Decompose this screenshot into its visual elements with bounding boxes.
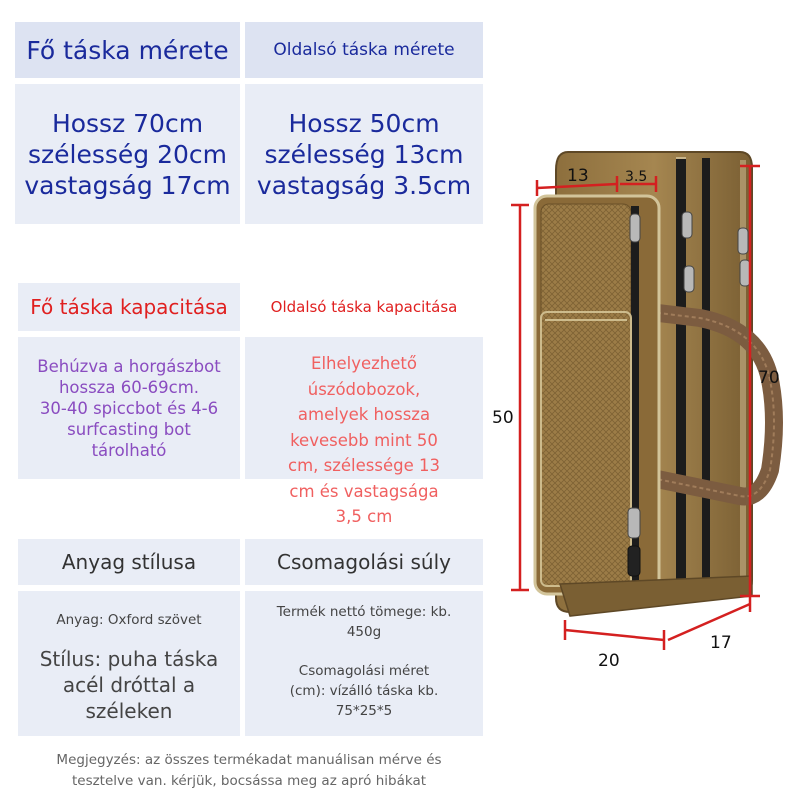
net-weight-line: Termék nettó tömege: kb.: [276, 604, 452, 620]
side-capacity-header: [245, 283, 483, 331]
main-capacity-line: Behúzva a horgászbot: [37, 356, 221, 376]
net-weight-line: 450g: [346, 624, 382, 640]
main-capacity-line: surfcasting bot: [67, 419, 191, 439]
side-bag-dimensions: [245, 84, 483, 224]
net-weight: [259, 602, 470, 642]
label-50: 50: [492, 408, 514, 428]
material-style-title: Anyag stílusa: [61, 550, 197, 574]
note-line: tesztelve van. kérjük, bocsássa meg az apró hibákat: [71, 773, 427, 789]
note-line: Megjegyzés: az összes termékadat manuálisan mérve és: [56, 752, 442, 768]
main-capacity-line: 30-40 spiccbot és 4-6: [39, 398, 219, 418]
rod-bag-product-image: [492, 140, 800, 671]
main-bag-dimensions: [15, 84, 240, 224]
package-size-line: 75*25*5: [335, 703, 393, 719]
material-line: Anyag: Oxford szövet: [56, 612, 202, 628]
label-20: 20: [598, 651, 620, 671]
main-bag-size-header: [15, 22, 240, 78]
side-capacity-description: [245, 337, 483, 526]
packaging-weight-title: Csomagolási súly: [277, 550, 451, 574]
side-capacity-line: cm, szélessége 13: [288, 456, 440, 475]
label-17: 17: [710, 633, 732, 653]
side-capacity-line: cm és vastagsága: [289, 481, 439, 501]
main-capacity-line: hossza 60-69cm.: [58, 377, 200, 397]
label-3-5: 3.5: [625, 169, 648, 185]
side-thickness: vastagság 3.5cm: [256, 170, 472, 200]
main-width: szélesség 20cm: [27, 139, 227, 169]
main-capacity-line: tárolható: [91, 440, 167, 460]
package-size-line: Csomagolási méret: [298, 663, 430, 679]
material-style-details: [18, 591, 240, 736]
material-style-header: [18, 539, 240, 585]
style-description: [40, 646, 219, 724]
side-capacity-title: Oldalsó táska kapacitása: [270, 298, 458, 316]
side-width: szélesség 13cm: [264, 139, 464, 169]
main-length: Hossz 70cm: [51, 108, 204, 138]
side-capacity-line: Elhelyezhető: [311, 354, 417, 373]
disclaimer-note: [18, 750, 480, 792]
label-13: 13: [567, 166, 589, 186]
package-size-line: (cm): vízálló táska kb.: [289, 683, 439, 699]
side-bag-size-header: [245, 22, 483, 78]
side-capacity-line: kevesebb mint 50: [290, 430, 438, 450]
side-capacity-line: úszódobozok,: [307, 379, 421, 399]
packaging-weight-header: [245, 539, 483, 585]
label-70: 70: [758, 368, 780, 388]
style-line: Stílus: puha táska: [39, 647, 219, 671]
side-bag-size-title: Oldalsó táska mérete: [273, 40, 455, 60]
main-capacity-description: [18, 337, 240, 479]
main-capacity-title: Fő táska kapacitása: [30, 295, 228, 319]
main-bag-size-title: Fő táska mérete: [26, 35, 229, 65]
side-length: Hossz 50cm: [288, 108, 440, 138]
style-line: széleken: [85, 699, 173, 723]
main-capacity-header: [18, 283, 240, 331]
side-capacity-line: amelyek hossza: [297, 405, 431, 424]
package-size: [270, 661, 459, 721]
main-thickness: vastagság 17cm: [24, 170, 231, 200]
side-capacity-line: 3,5 cm: [335, 507, 393, 526]
style-line: acél dróttal a: [62, 673, 196, 697]
packaging-details: [245, 591, 483, 736]
